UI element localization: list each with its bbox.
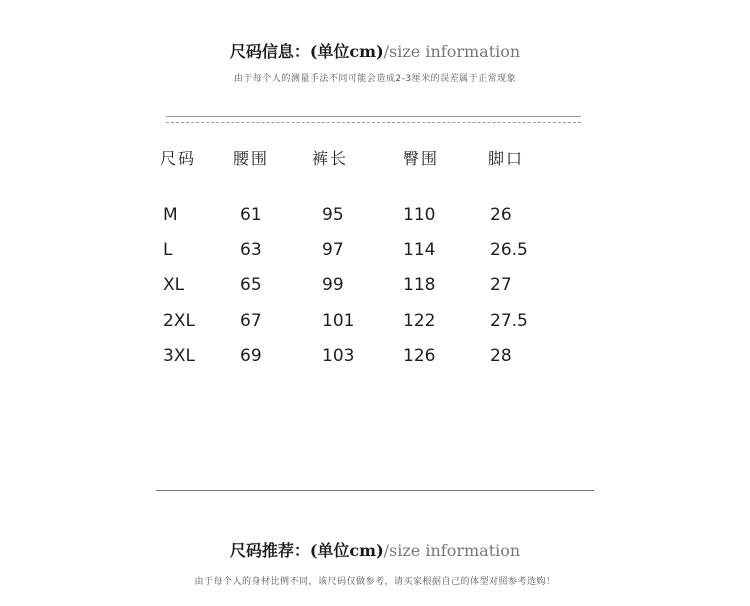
table-cell-hip: 118 — [403, 275, 436, 295]
column-header-waist: 腰围 — [233, 149, 270, 168]
column-header-hip: 臀围 — [403, 149, 440, 168]
column-header-length: 裤长 — [312, 149, 349, 168]
size-recommendation-title-en: /size information — [383, 541, 521, 560]
size-recommendation-heading — [0, 541, 750, 561]
header-divider — [166, 116, 581, 123]
table-cell-size: M — [163, 205, 178, 225]
table-cell-size: 3XL — [163, 346, 195, 366]
table-cell-length: 97 — [322, 240, 344, 260]
size-recommendation-title: 尺码推荐： — [229, 541, 310, 560]
table-cell-waist: 67 — [240, 311, 262, 331]
table-cell-waist: 61 — [240, 205, 262, 225]
table-cell-size: L — [163, 240, 173, 260]
table-cell-length: 103 — [322, 346, 355, 366]
size-info-title: 尺码信息： — [229, 42, 310, 61]
table-cell-hip: 110 — [403, 205, 436, 225]
table-cell-length: 95 — [322, 205, 344, 225]
column-header-leg-opening: 脚口 — [488, 149, 525, 168]
size-info-title-en: /size information — [383, 42, 521, 61]
column-header-size: 尺码 — [160, 149, 197, 168]
table-cell-leg-opening: 26.5 — [490, 240, 528, 260]
table-cell-leg-opening: 26 — [490, 205, 512, 225]
table-cell-hip: 126 — [403, 346, 436, 366]
table-cell-leg-opening: 28 — [490, 346, 512, 366]
section-divider — [156, 490, 594, 491]
table-cell-leg-opening: 27.5 — [490, 311, 528, 331]
table-cell-leg-opening: 27 — [490, 275, 512, 295]
size-info-heading — [0, 42, 750, 62]
table-cell-size: 2XL — [163, 311, 195, 331]
table-cell-hip: 114 — [403, 240, 436, 260]
recommendation-note: 由于每个人的身材比例不同，该尺码仅做参考，请买家根据自己的体型对照参考选购！ — [194, 577, 556, 587]
table-cell-waist: 63 — [240, 240, 262, 260]
size-info-unit: (单位cm) — [309, 42, 384, 61]
table-cell-length: 101 — [322, 311, 355, 331]
measurement-note: 由于每个人的测量手法不同可能会造成2-3厘米的误差属于正常现象 — [233, 74, 517, 84]
table-cell-hip: 122 — [403, 311, 436, 331]
table-cell-waist: 69 — [240, 346, 262, 366]
size-recommendation-unit: (单位cm) — [309, 541, 384, 560]
table-cell-size: XL — [163, 275, 185, 295]
table-cell-waist: 65 — [240, 275, 262, 295]
table-cell-length: 99 — [322, 275, 344, 295]
